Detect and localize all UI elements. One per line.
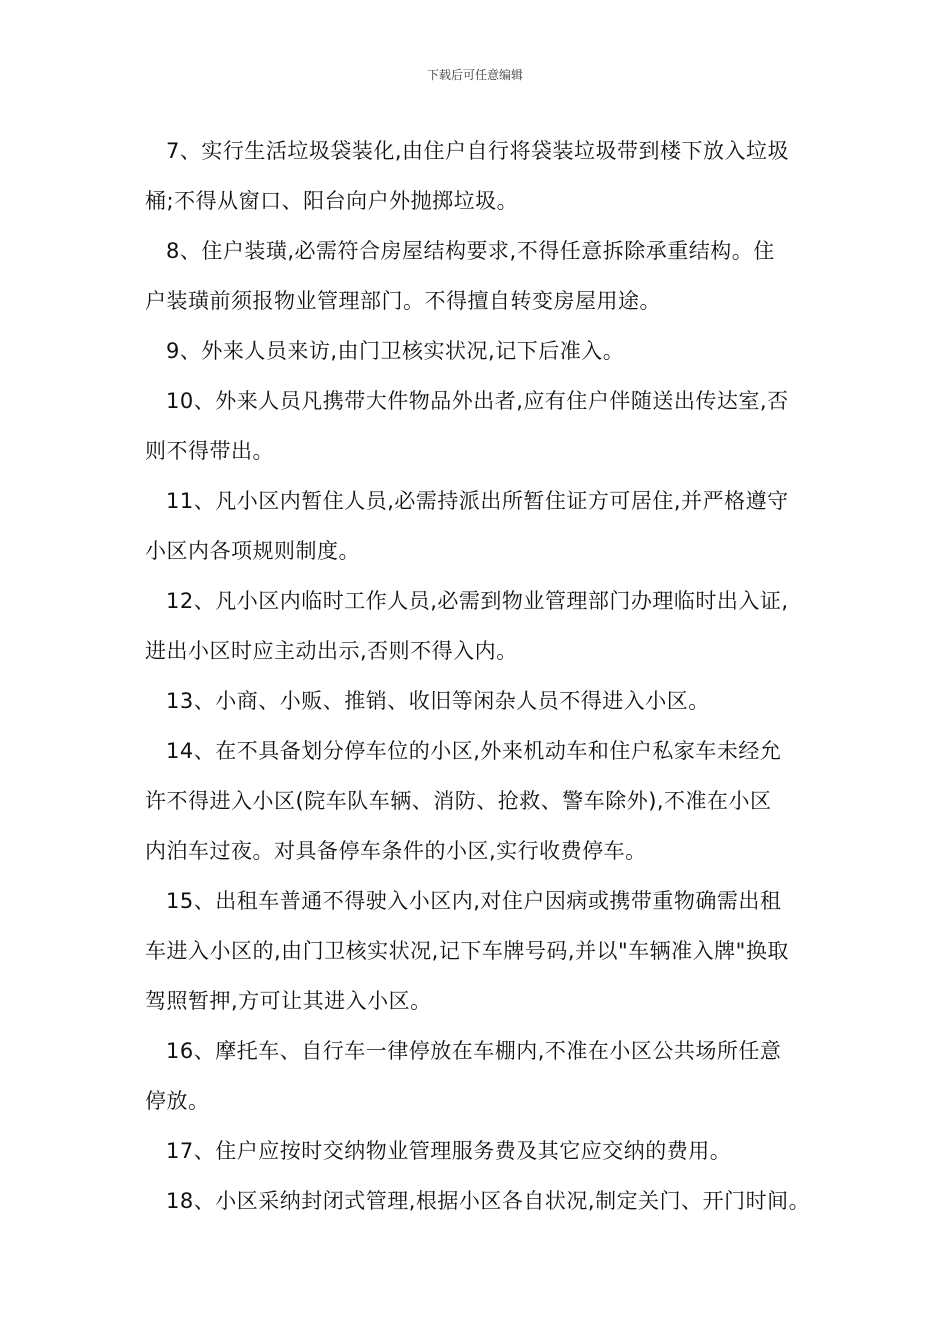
paragraph xyxy=(145,476,825,576)
page-header: 下载后可任意编辑 xyxy=(426,68,523,82)
paragraph xyxy=(145,576,825,676)
paragraph-line: 14、在不具备划分停车位的小区,外来机动车和住户私家车未经允 xyxy=(166,739,782,763)
document-body xyxy=(145,126,825,1226)
paragraph-line: 停放。 xyxy=(145,1089,210,1113)
paragraph-line: 17、住户应按时交纳物业管理服务费及其它应交纳的费用。 xyxy=(166,1139,732,1163)
paragraph xyxy=(145,726,825,876)
paragraph-line: 9、外来人员来访,由门卫核实状况,记下后准入。 xyxy=(166,339,625,363)
paragraph-line: 桶;不得从窗口、阳台向户外抛掷垃圾。 xyxy=(145,189,519,213)
paragraph xyxy=(145,226,825,326)
paragraph-line: 则不得带出。 xyxy=(145,439,274,463)
paragraph-line: 户装璜前须报物业管理部门。不得擅自转变房屋用途。 xyxy=(145,289,661,313)
paragraph xyxy=(145,126,825,226)
paragraph-line: 12、凡小区内临时工作人员,必需到物业管理部门办理临时出入证, xyxy=(166,589,789,613)
paragraph-line: 15、出租车普通不得驶入小区内,对住户因病或携带重物确需出租 xyxy=(166,889,782,913)
paragraph-line: 10、外来人员凡携带大件物品外出者,应有住户伴随送出传达室,否 xyxy=(166,389,789,413)
paragraph-line: 进出小区时应主动出示,否则不得入内。 xyxy=(145,639,518,663)
paragraph-line: 11、凡小区内暂住人员,必需持派出所暂住证方可居住,并严格遵守 xyxy=(166,489,789,513)
paragraph-line: 7、实行生活垃圾袋装化,由住户自行将袋装垃圾带到楼下放入垃圾 xyxy=(166,139,790,163)
paragraph xyxy=(145,376,825,476)
paragraph xyxy=(145,676,825,726)
paragraph xyxy=(145,1026,825,1126)
paragraph xyxy=(145,876,825,1026)
paragraph-line: 驾照暂押,方可让其进入小区。 xyxy=(145,989,432,1013)
paragraph-line: 许不得进入小区(院车队车辆、消防、抢救、警车除外),不准在小区 xyxy=(145,789,772,813)
paragraph-line: 内泊车过夜。对具备停车条件的小区,实行收费停车。 xyxy=(145,839,647,863)
paragraph-line: 16、摩托车、自行车一律停放在车棚内,不准在小区公共场所任意 xyxy=(166,1039,782,1063)
paragraph xyxy=(145,1126,825,1176)
paragraph-line: 小区内各项规则制度。 xyxy=(145,539,360,563)
paragraph xyxy=(145,326,825,376)
paragraph xyxy=(145,1176,825,1226)
paragraph-line: 车进入小区的,由门卫核实状况,记下车牌号码,并以"车辆准入牌"换取 xyxy=(145,939,789,963)
paragraph-line: 13、小商、小贩、推销、收旧等闲杂人员不得进入小区。 xyxy=(166,689,710,713)
paragraph-line: 8、住户装璜,必需符合房屋结构要求,不得任意拆除承重结构。住 xyxy=(166,239,775,263)
paragraph-line: 18、小区采纳封闭式管理,根据小区各自状况,制定关门、开门时间。 xyxy=(166,1189,811,1213)
